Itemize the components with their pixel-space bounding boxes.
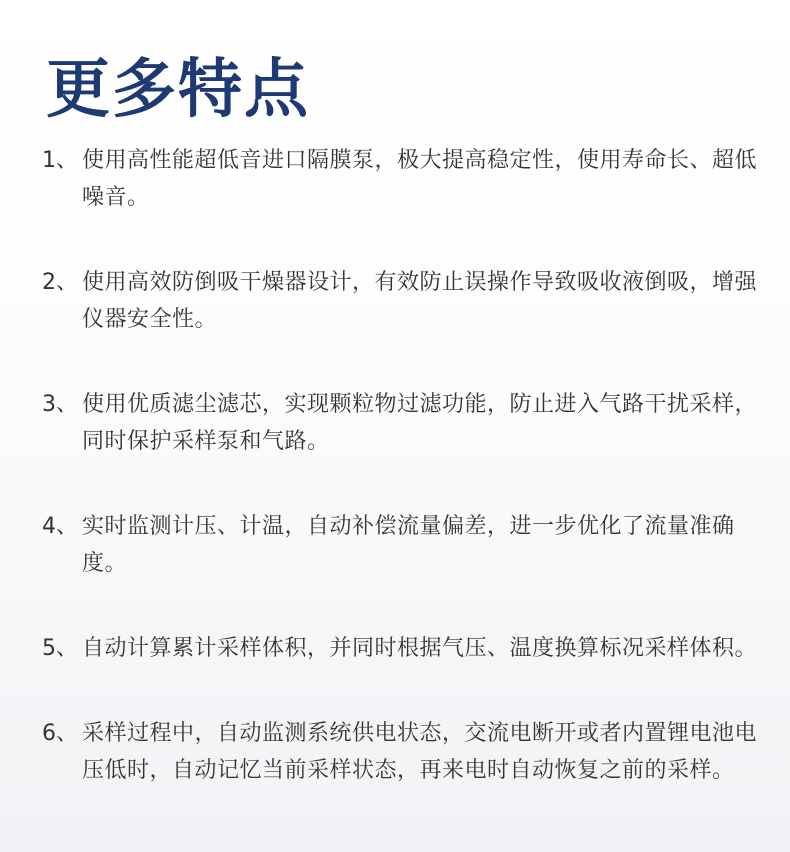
feature-number: 2、 [42, 270, 78, 295]
feature-text: 使用高性能超低音进口隔膜泵，极大提高稳定性，使用寿命长、超低噪音。 [82, 148, 758, 210]
feature-item-2 [42, 264, 762, 338]
feature-number: 1、 [42, 148, 78, 173]
feature-number: 5、 [42, 636, 78, 661]
feature-text: 使用高效防倒吸干燥器设计，有效防止误操作导致吸收液倒吸，增强仪器安全性。 [82, 270, 758, 332]
feature-list [42, 142, 762, 837]
feature-text: 采样过程中，自动监测系统供电状态，交流电断开或者内置锂电池电压低时，自动记忆当前采样状态，再来电时自动恢复之前的采样。 [82, 721, 758, 783]
feature-text: 使用优质滤尘滤芯，实现颗粒物过滤功能，防止进入气路干扰采样，同时保护采样泵和气路。 [82, 392, 758, 454]
feature-item-3 [42, 386, 762, 460]
feature-item-1 [42, 142, 762, 216]
feature-text: 实时监测计压、计温，自动补偿流量偏差，进一步优化了流量准确度。 [82, 514, 735, 576]
feature-text: 自动计算累计采样体积，并同时根据气压、温度换算标况采样体积。 [82, 636, 758, 661]
page-title: 更多特点 [46, 53, 310, 127]
feature-item-4 [42, 508, 762, 582]
feature-number: 3、 [42, 392, 78, 417]
feature-item-5 [42, 630, 762, 667]
feature-item-6 [42, 715, 762, 789]
feature-number: 6、 [42, 721, 78, 746]
feature-number: 4、 [42, 514, 78, 539]
